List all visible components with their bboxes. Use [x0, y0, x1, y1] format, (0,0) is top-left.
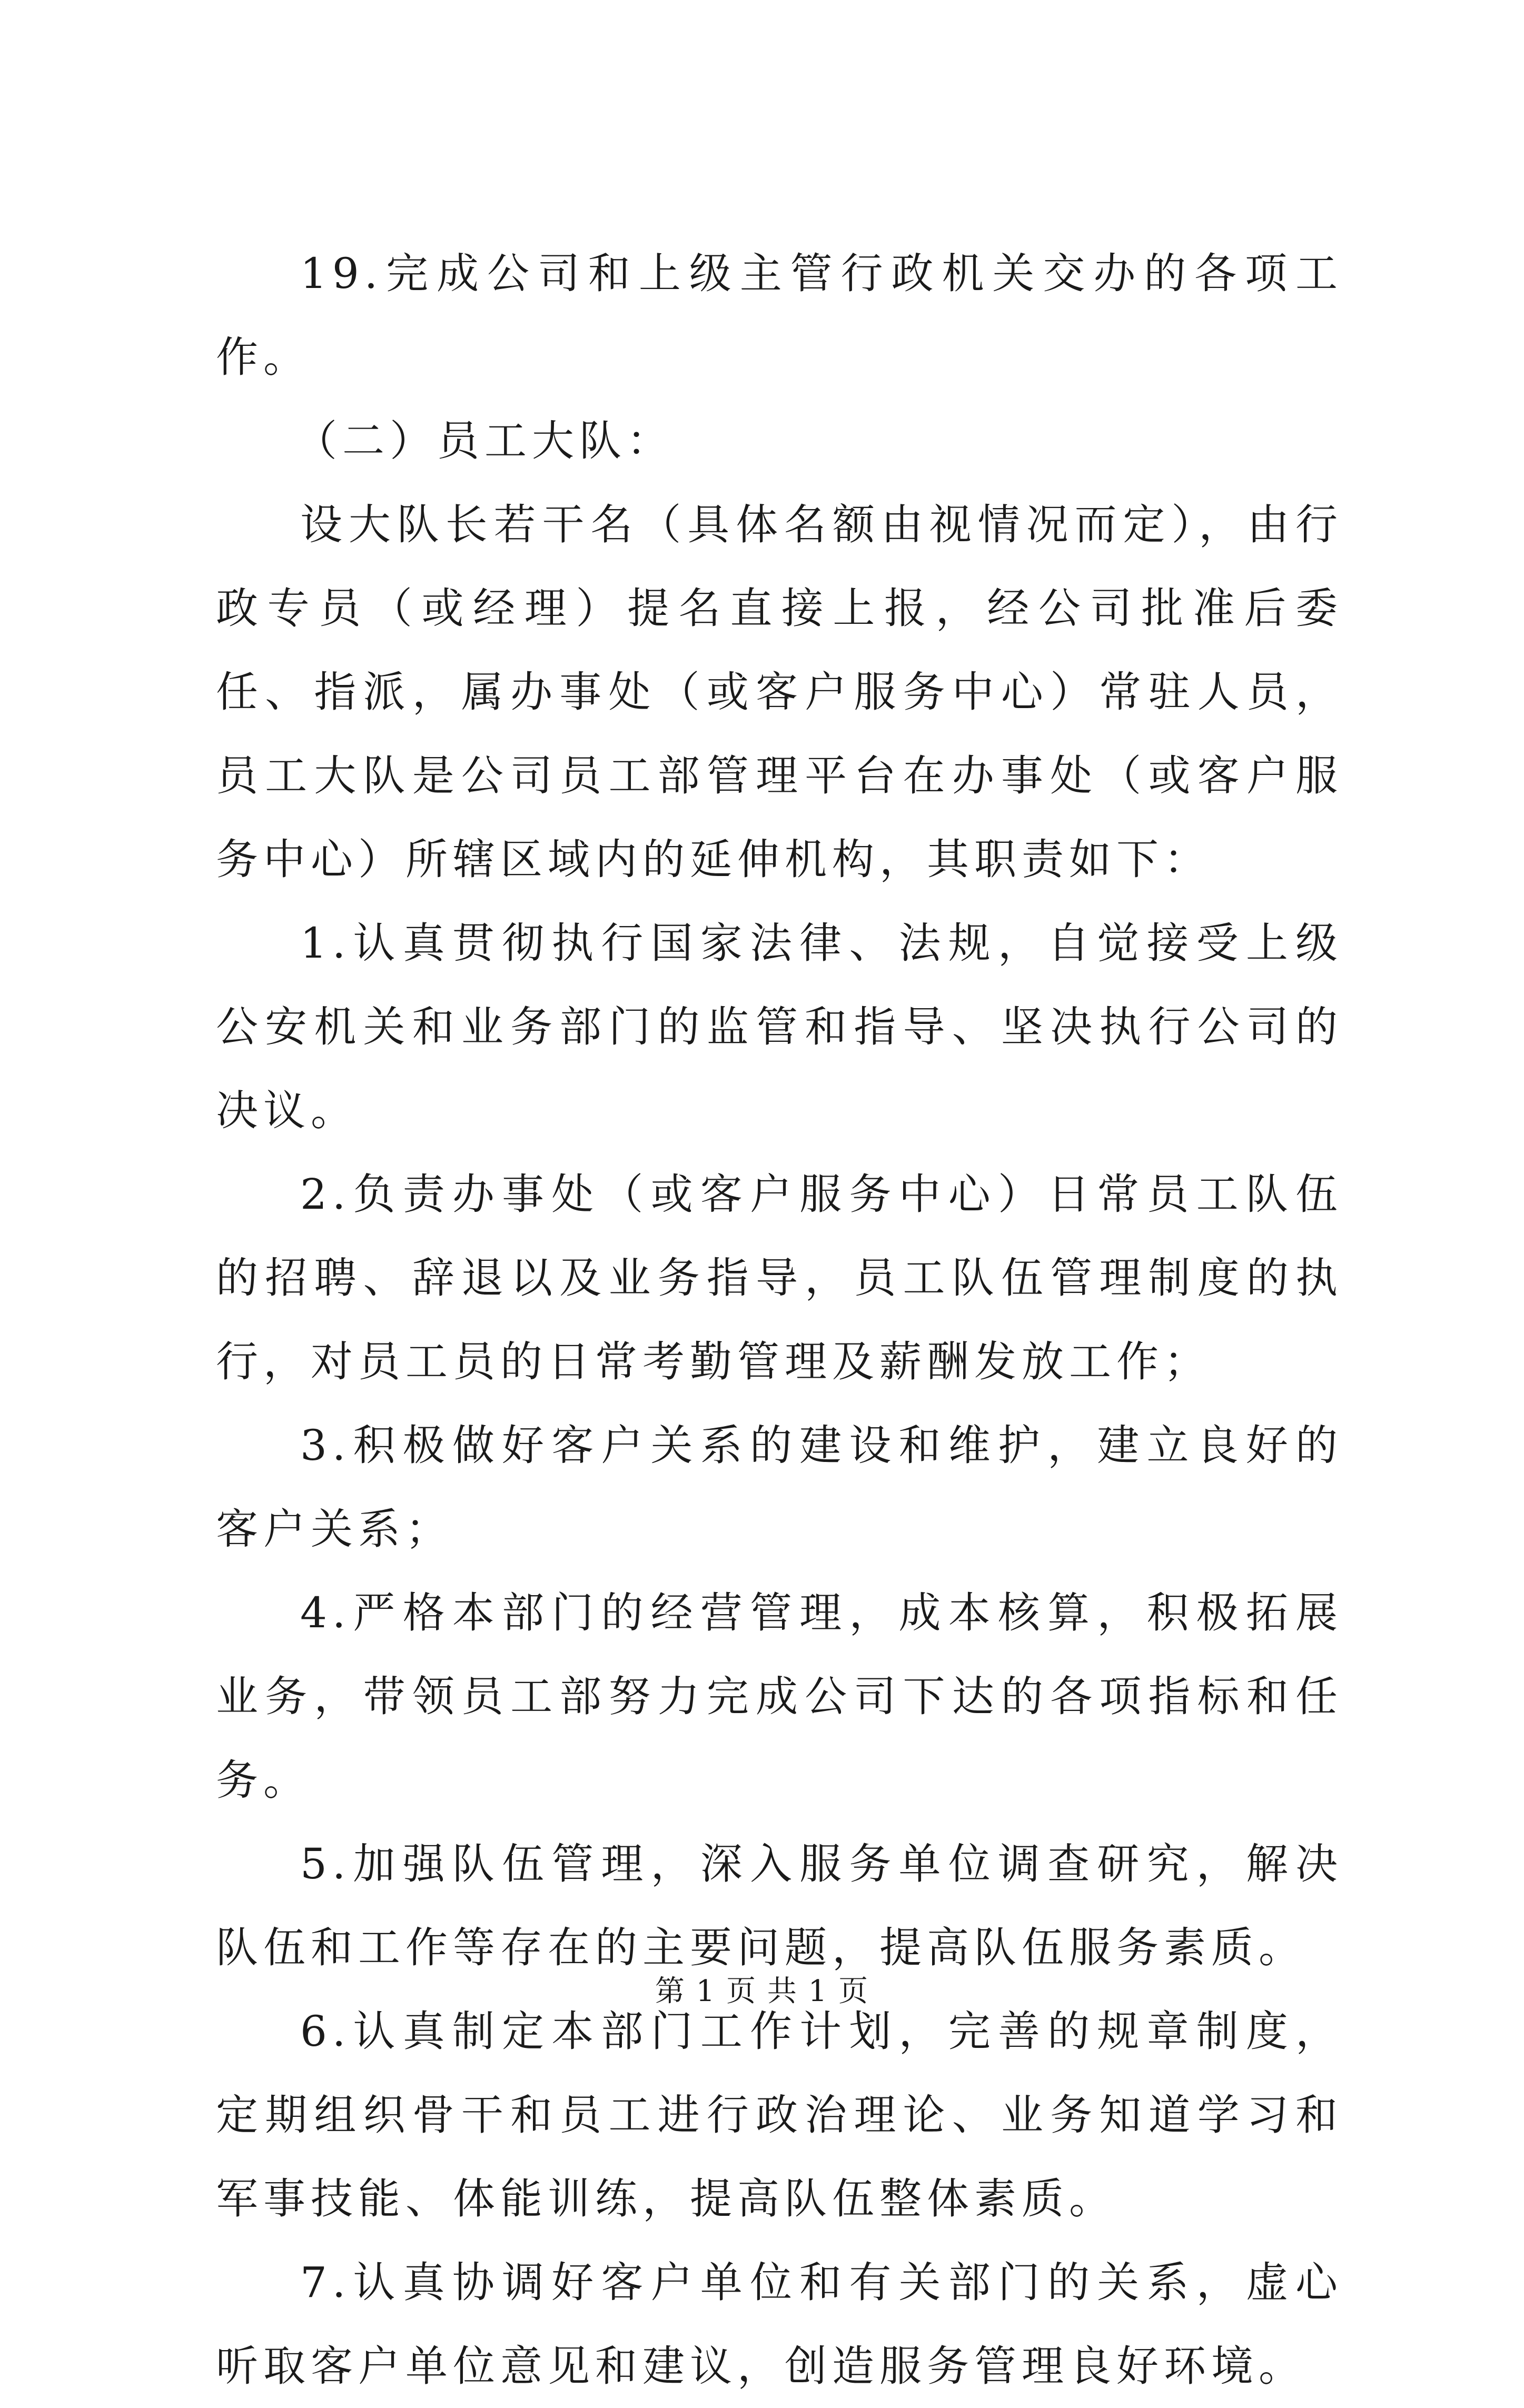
page-number-footer: 第 1 页 共 1 页: [655, 1974, 869, 2008]
section-heading-staff-brigade: （二）员工大队：: [295, 416, 674, 465]
paragraph-item-2: 2.负责办事处（或客户服务中心）日常员工队伍的招聘、辞退以及业务指导，员工队伍管理制度的执行，对员工员的日常考勤管理及薪酬发放工作；: [216, 1170, 1343, 1386]
paragraph-item-7: 7.认真协调好客户单位和有关部门的关系，虚心听取客户单位意见和建议，创造服务管理良好环境。: [216, 2258, 1343, 2391]
document-body: [216, 232, 1343, 2408]
paragraph-item-6: 6.认真制定本部门工作计划，完善的规章制度，定期组织骨干和员工进行政治理论、业务知道学习和军事技能、体能训练，提高队伍整体素质。: [216, 2007, 1343, 2223]
paragraph-item-5: 5.加强队伍管理，深入服务单位调查研究，解决队伍和工作等存在的主要问题，提高队伍服务素质。: [216, 1839, 1343, 1972]
paragraph-item-4: 4.严格本部门的经营管理，成本核算，积极拓展业务，带领员工部努力完成公司下达的各项指标和任务。: [216, 1588, 1343, 1805]
paragraph-brigade-intro: 设大队长若干名（具体名额由视情况而定），由行政专员（或经理）提名直接上报，经公司批准后委任、指派，属办事处（或客户服务中心）常驻人员，员工大队是公司员工部管理平台在办事处（或客户服务中心）所辖区域内的延伸机构，其职责如下：: [216, 500, 1343, 884]
paragraph-item-3: 3.积极做好客户关系的建设和维护，建立良好的客户关系；: [216, 1421, 1343, 1554]
paragraph-item-1: 1.认真贯彻执行国家法律、法规，自觉接受上级公安机关和业务部门的监管和指导、坚决执行公司的决议。: [216, 919, 1343, 1135]
paragraph-item-19: 19.完成公司和上级主管行政机关交办的各项工作。: [216, 249, 1343, 382]
